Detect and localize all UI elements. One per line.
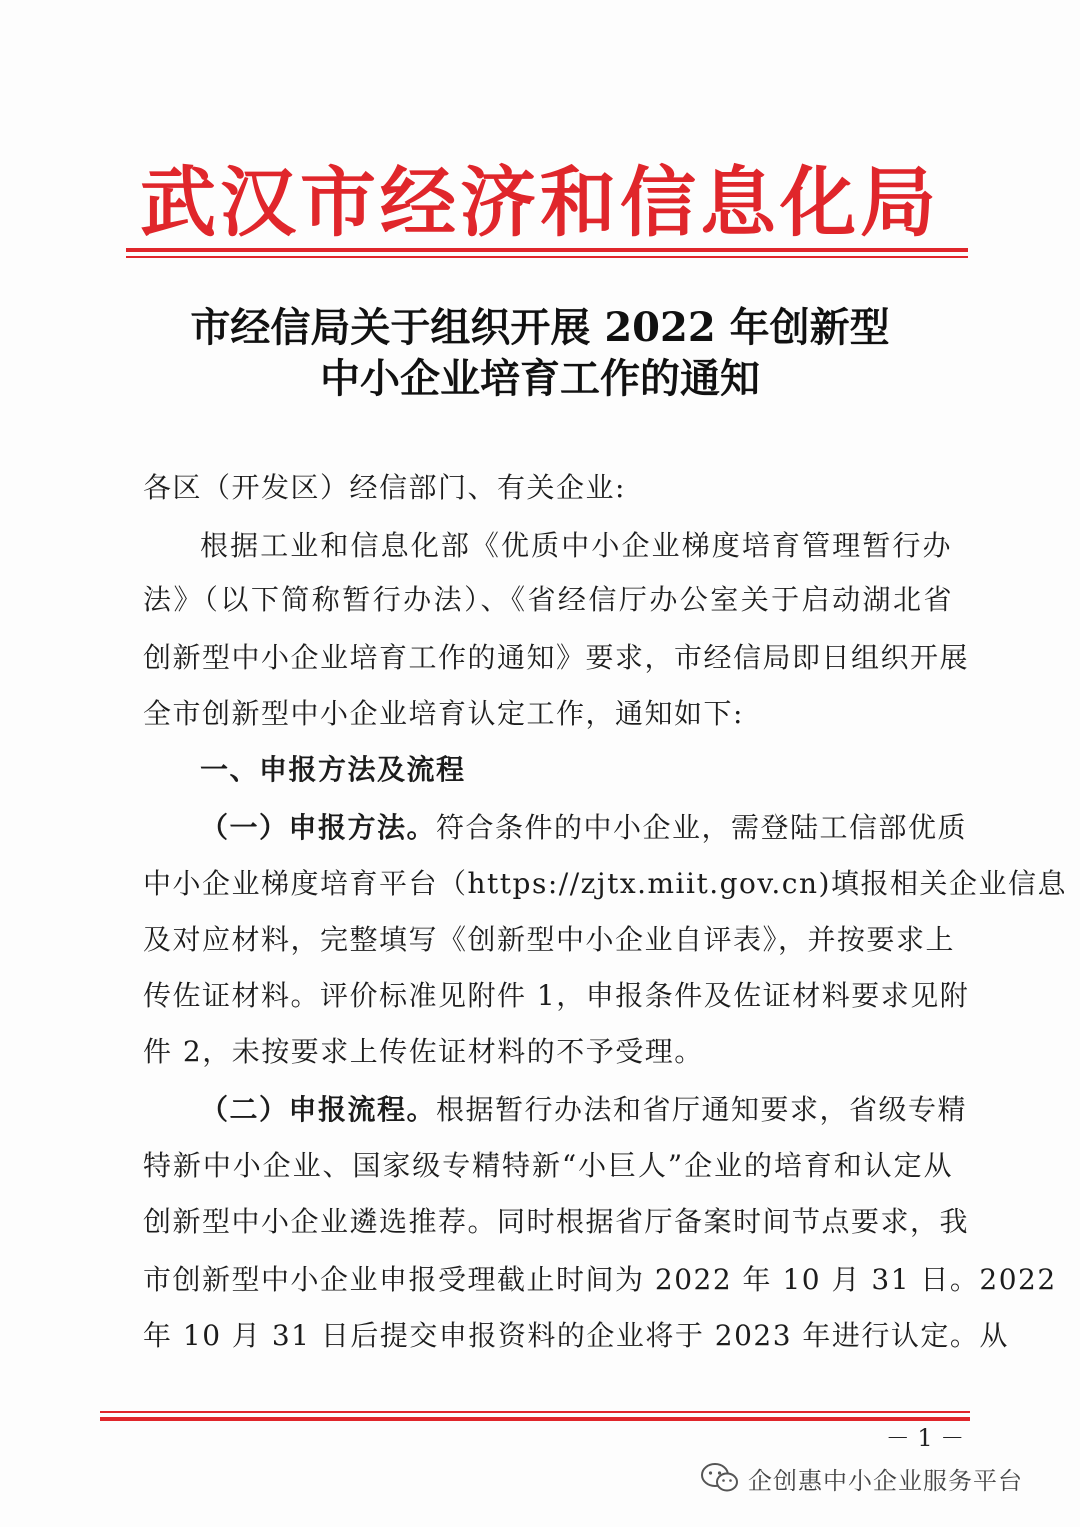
document-title-line-2: 中小企业培育工作的通知 <box>320 355 760 402</box>
salutation: 各区（开发区）经信部门、有关企业: <box>143 471 626 504</box>
page-number: － 1 － <box>885 1424 965 1452</box>
document-title-line-1: 市经信局关于组织开展 2022 年创新型 <box>190 304 890 351</box>
section-heading: 一、申报方法及流程 <box>200 753 466 786</box>
paragraph-line <box>200 1090 968 1130</box>
paragraph-line: 特新中小企业、国家级专精特新“小巨人”企业的培育和认定从 <box>143 1149 953 1182</box>
item-label: （一）申报方法。 <box>200 811 437 844</box>
paragraph-line: 及对应材料，完整填写《创新型中小企业自评表》，并按要求上 <box>143 923 956 956</box>
paragraph-line: 市创新型中小企业申报受理截止时间为 2022 年 10 月 31 日。2022 <box>143 1263 1057 1296</box>
paragraph-line <box>200 808 968 848</box>
issuer-header: 武汉市经济和信息化局 <box>140 158 940 247</box>
red-divider-thick <box>126 248 968 252</box>
paragraph-line: 传佐证材料。评价标准见附件 1，申报条件及佐证材料要求见附 <box>143 979 970 1012</box>
red-divider-thin <box>126 256 968 258</box>
watermark-text: 企创惠中小企业服务平台 <box>748 1466 1023 1495</box>
paragraph-line: 全市创新型中小企业培育认定工作，通知如下: <box>143 697 744 730</box>
footer-divider-thin <box>100 1411 970 1413</box>
item-label: （二）申报流程。 <box>200 1093 437 1126</box>
watermark <box>700 1458 1060 1498</box>
wechat-icon <box>700 1461 740 1495</box>
item-text: 根据暂行办法和省厅通知要求，省级专精 <box>436 1093 968 1126</box>
paragraph-line: 件 2，未按要求上传佐证材料的不予受理。 <box>143 1035 704 1068</box>
paragraph-line: 创新型中小企业遴选推荐。同时根据省厅备案时间节点要求，我 <box>143 1205 970 1238</box>
footer-divider-thick <box>100 1417 970 1421</box>
paragraph-line: 中小企业梯度培育平台（https://zjtx.miit.gov.cn)填报相关企业信息 <box>143 867 1067 900</box>
paragraph-line: 根据工业和信息化部《优质中小企业梯度培育管理暂行办 <box>200 529 952 562</box>
paragraph-line: 法》（以下简称暂行办法）、《省经信厅办公室关于启动湖北省 <box>143 583 953 616</box>
item-text: 符合条件的中小企业，需登陆工信部优质 <box>436 811 968 844</box>
paragraph-line: 创新型中小企业培育工作的通知》要求，市经信局即日组织开展 <box>143 641 970 674</box>
paragraph-line: 年 10 月 31 日后提交申报资料的企业将于 2023 年进行认定。从 <box>143 1319 1009 1352</box>
